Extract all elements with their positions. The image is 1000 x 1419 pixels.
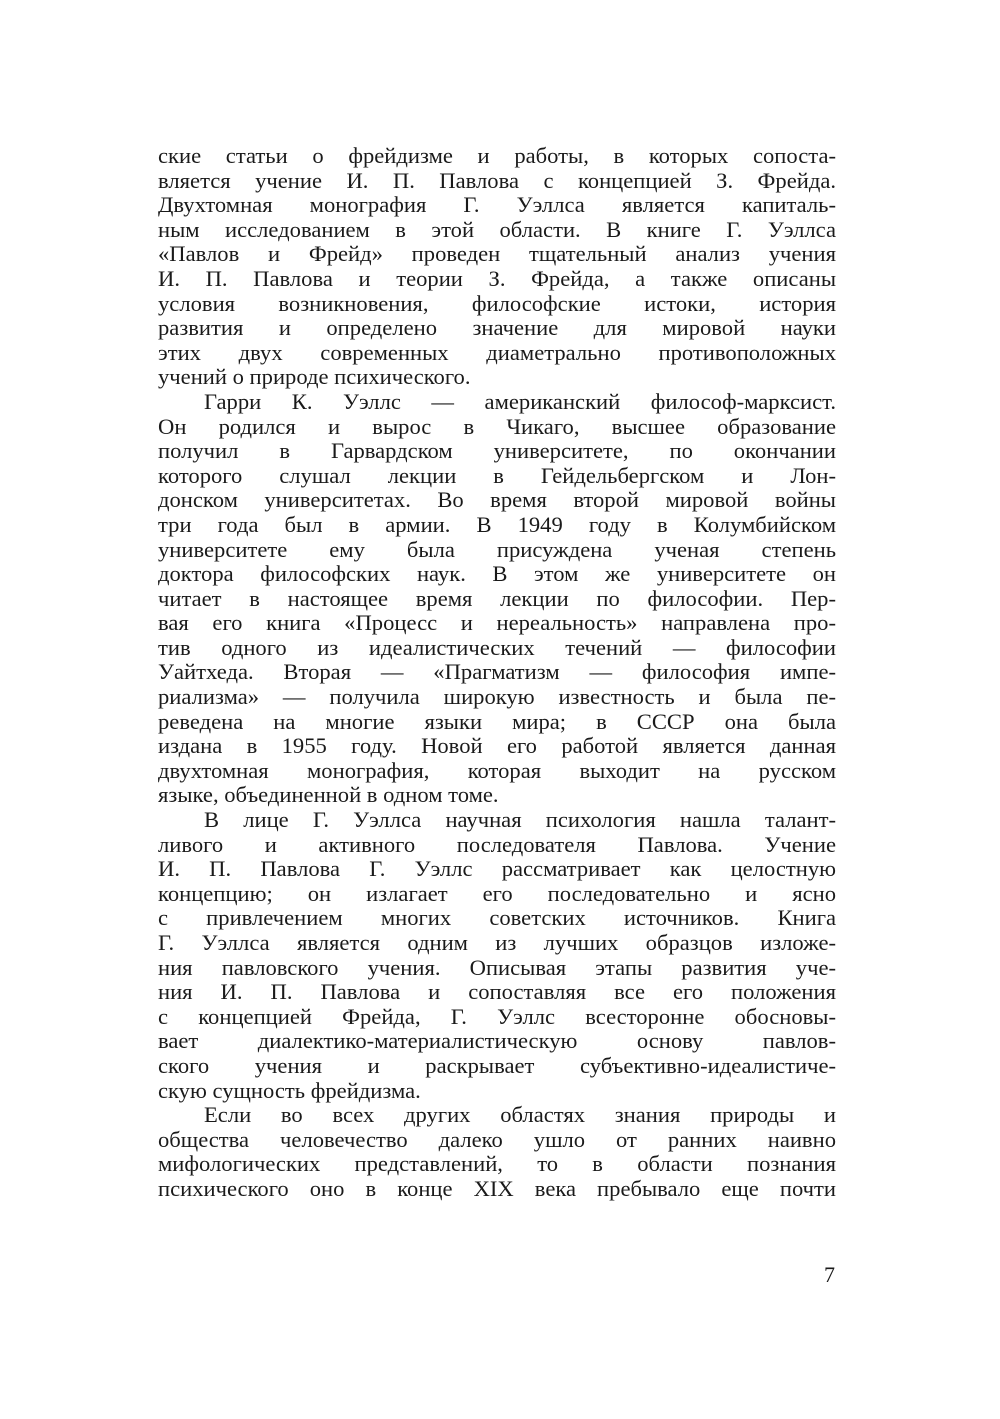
text-line: донском университетах. Во время второй мировой войны xyxy=(158,487,836,513)
text-line: развития и определено значение для мировой науки xyxy=(158,315,836,341)
text-line: общества человечество далеко ушло от ранних наивно xyxy=(158,1126,836,1152)
text-line: ские статьи о фрейдизме и работы, в которых сопоста- xyxy=(158,143,836,168)
text-line: скую сущность фрейдизма. xyxy=(158,1077,421,1103)
text-line: языке, объединенной в одном томе. xyxy=(158,782,499,808)
paragraph xyxy=(158,808,836,1103)
text-line: вая его книга «Процесс и нереальность» направлена про- xyxy=(158,610,836,636)
text-line: этих двух современных диаметрально противоположных xyxy=(158,339,836,365)
text-line: условия возникновения, философские истоки, история xyxy=(158,290,836,316)
text-line: вает диалектико-материалистическую основу павлов- xyxy=(158,1028,836,1054)
text-line: И. П. Павлова и теории З. Фрейда, а также описаны xyxy=(158,265,836,291)
text-line: с привлечением многих советских источников. Книга xyxy=(158,905,836,931)
text-line: три года был в армии. В 1949 году в Колумбийском xyxy=(158,511,836,537)
text-line: с концепцией Фрейда, Г. Уэллс всесторонне обосновы- xyxy=(158,1003,836,1029)
text-line: В лице Г. Уэллса научная психология нашла талант- xyxy=(204,807,836,833)
text-line: университете ему была присуждена ученая степень xyxy=(158,536,836,562)
text-line: получил в Гарвардском университете, по окончании xyxy=(158,438,836,464)
text-line: Он родился и вырос в Чикаго, высшее образование xyxy=(158,413,836,439)
text-line: реведена на многие языки мира; в СССР она была xyxy=(158,708,836,734)
text-line: издана в 1955 году. Новой его работой является данная xyxy=(158,733,836,759)
paragraph xyxy=(158,390,836,808)
text-line: ского учения и раскрывает субъективно-идеалистиче- xyxy=(158,1052,836,1078)
paragraph xyxy=(158,1103,836,1201)
text-line: И. П. Павлова Г. Уэллс рассматривает как целостную xyxy=(158,856,836,882)
text-line: учений о природе психического. xyxy=(158,364,471,390)
text-line: концепцию; он излагает его последовательно и ясно xyxy=(158,880,836,906)
paragraph xyxy=(158,144,836,390)
page-number: 7 xyxy=(824,1262,835,1287)
text-line: мифологических представлений, то в области познания xyxy=(158,1151,836,1177)
text-line: Гарри К. Уэллс — американский философ-марксист. xyxy=(204,388,836,414)
text-line: тив одного из идеалистических течений — философии xyxy=(158,634,836,660)
text-line: читает в настоящее время лекции по философии. Пер- xyxy=(158,585,836,611)
text-line: Если во всех других областях знания природы и xyxy=(204,1102,836,1128)
text-line: которого слушал лекции в Гейдельбергском и Лон- xyxy=(158,462,836,488)
text-line: ния павловского учения. Описывая этапы развития уче- xyxy=(158,954,836,980)
text-line: вляется учение И. П. Павлова с концепцией З. Фрейда. xyxy=(158,167,836,193)
text-line: Двухтомная монография Г. Уэллса является капиталь- xyxy=(158,192,836,218)
text-line: «Павлов и Фрейд» проведен тщательный анализ учения xyxy=(158,241,836,267)
text-line: ным исследованием в этой области. В книге Г. Уэллса xyxy=(158,216,836,242)
body-text xyxy=(158,144,836,1202)
text-line: Г. Уэллса является одним из лучших образцов изложе- xyxy=(158,930,836,955)
text-line: психического оно в конце XIX века пребывало еще почти xyxy=(158,1175,836,1201)
text-line: риализма» — получила широкую известность и была пе- xyxy=(158,684,836,710)
text-line: ливого и активного последователя Павлова. Учение xyxy=(158,831,836,857)
text-line: Уайтхеда. Вторая — «Прагматизм — философия импе- xyxy=(158,659,836,685)
text-line: двухтомная монография, которая выходит на русском xyxy=(158,757,836,783)
text-line: ния И. П. Павлова и сопоставляя все его положения xyxy=(158,979,836,1005)
text-line: доктора философских наук. В этом же университете он xyxy=(158,561,836,587)
